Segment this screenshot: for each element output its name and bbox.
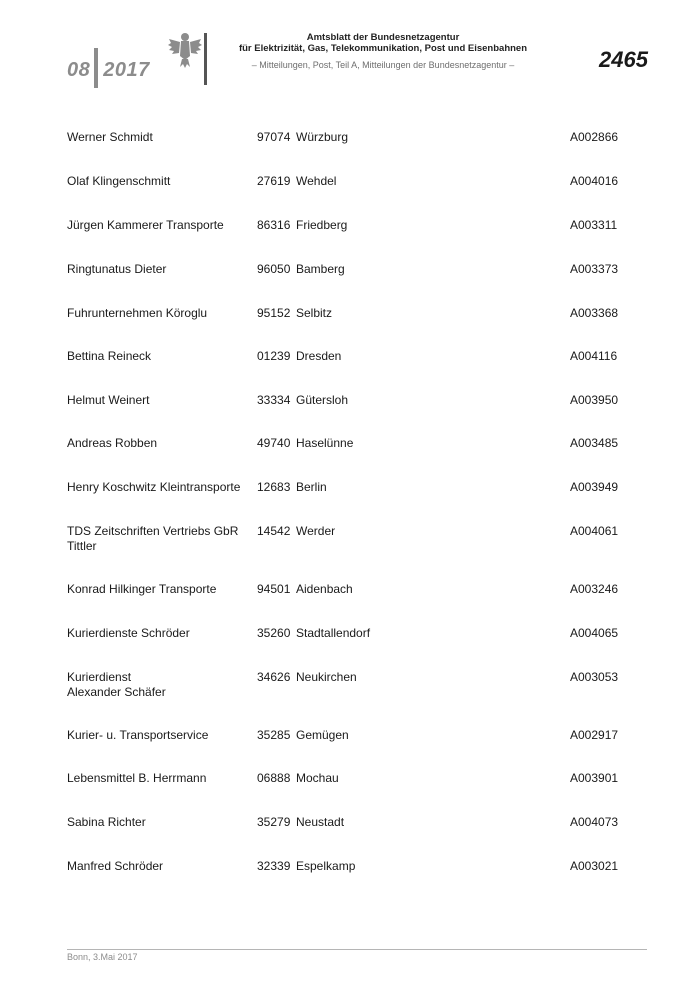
entry-postal-code: 35260 (257, 626, 291, 640)
entry-name: Bettina Reineck (67, 349, 152, 363)
page-number: 2465 (599, 47, 648, 72)
issue-year: 2017 (103, 59, 150, 81)
entry-postal-code: 86316 (257, 218, 291, 232)
entry-registration-code: A003949 (570, 480, 619, 494)
entry-registration-code: A003485 (570, 436, 619, 450)
entry-registration-code: A003950 (570, 393, 619, 407)
entry-registration-code: A003901 (570, 771, 619, 785)
entry-city: Friedberg (296, 218, 348, 232)
entry-postal-code: 35285 (257, 728, 291, 742)
issue-label (67, 48, 150, 88)
entry-city: Neustadt (296, 815, 345, 829)
entry-name: Olaf Klingenschmitt (67, 174, 171, 188)
entry-name: Jürgen Kammerer Transporte (67, 218, 224, 232)
entry-name: Sabina Richter (67, 815, 146, 829)
entry-postal-code: 95152 (257, 306, 291, 320)
entry-name: TDS Zeitschriften Vertriebs GbR Tittler (67, 524, 239, 553)
entry-postal-code: 33334 (257, 393, 291, 407)
header-divider (204, 33, 207, 85)
entry-name: Henry Koschwitz Kleintransporte (67, 480, 241, 494)
entry-postal-code: 94501 (257, 582, 291, 596)
entry-city: Aidenbach (296, 582, 353, 596)
entry-postal-code: 49740 (257, 436, 291, 450)
entry-city: Würzburg (296, 130, 349, 144)
entry-city: Berlin (296, 480, 327, 494)
entry-registration-code: A003053 (570, 670, 619, 684)
entry-registration-code: A003246 (570, 582, 619, 596)
federal-eagle-icon (168, 30, 202, 70)
publication-title: Amtsblatt der Bundesnetzagentur (306, 32, 460, 43)
publication-title-sub: für Elektrizität, Gas, Telekommunikation, Post und Eisenbahnen (238, 43, 528, 54)
entry-city: Wehdel (296, 174, 337, 188)
issue-number: 08 (67, 59, 91, 81)
entry-registration-code: A003311 (570, 218, 618, 232)
entry-postal-code: 01239 (257, 349, 291, 363)
footer-rule (67, 949, 647, 950)
entry-registration-code: A003021 (570, 859, 619, 873)
entry-city: Neukirchen (296, 670, 357, 684)
entry-postal-code: 12683 (257, 480, 291, 494)
entry-registration-code: A002866 (570, 130, 619, 144)
entry-name: Ringtunatus Dieter (67, 262, 167, 276)
entry-city: Haselünne (296, 436, 354, 450)
entry-postal-code: 32339 (257, 859, 291, 873)
entry-registration-code: A004016 (570, 174, 619, 188)
entry-postal-code: 06888 (257, 771, 291, 785)
entry-registration-code: A004073 (570, 815, 619, 829)
issue-divider (94, 48, 98, 88)
entry-name: Manfred Schröder (67, 859, 164, 873)
entry-postal-code: 35279 (257, 815, 291, 829)
entry-city: Mochau (296, 771, 339, 785)
entry-name: Helmut Weinert (67, 393, 150, 407)
entry-city: Bamberg (296, 262, 345, 276)
entry-city: Dresden (296, 349, 342, 363)
entry-name: Werner Schmidt (67, 130, 153, 144)
entry-postal-code: 27619 (257, 174, 291, 188)
entry-registration-code: A004065 (570, 626, 619, 640)
entry-name: Kurierdienste Schröder (67, 626, 190, 640)
entry-name: Kurierdienst Alexander Schäfer (67, 670, 166, 699)
entry-postal-code: 14542 (257, 524, 291, 538)
entry-postal-code: 96050 (257, 262, 291, 276)
entry-postal-code: 97074 (257, 130, 291, 144)
entry-name: Lebensmittel B. Herrmann (67, 771, 207, 785)
entry-postal-code: 34626 (257, 670, 291, 684)
entry-registration-code: A004116 (570, 349, 618, 363)
entry-name: Andreas Robben (67, 436, 158, 450)
entry-registration-code: A003368 (570, 306, 619, 320)
entry-registration-code: A004061 (570, 524, 619, 538)
entry-city: Gütersloh (296, 393, 349, 407)
footer-place-date: Bonn, 3.Mai 2017 (67, 952, 138, 962)
entry-city: Espelkamp (296, 859, 356, 873)
publication-header (218, 32, 548, 71)
entry-city: Gemügen (296, 728, 349, 742)
entry-city: Stadtallendorf (296, 626, 371, 640)
entry-name: Fuhrunternehmen Köroglu (67, 306, 208, 320)
entry-name: Konrad Hilkinger Transporte (67, 582, 217, 596)
entry-registration-code: A003373 (570, 262, 619, 276)
entry-name: Kurier- u. Transportservice (67, 728, 209, 742)
entry-registration-code: A002917 (570, 728, 619, 742)
entry-city: Selbitz (296, 306, 333, 320)
entry-city: Werder (296, 524, 336, 538)
publication-section: – Mitteilungen, Post, Teil A, Mitteilungen der Bundesnetzagentur – (251, 60, 515, 70)
